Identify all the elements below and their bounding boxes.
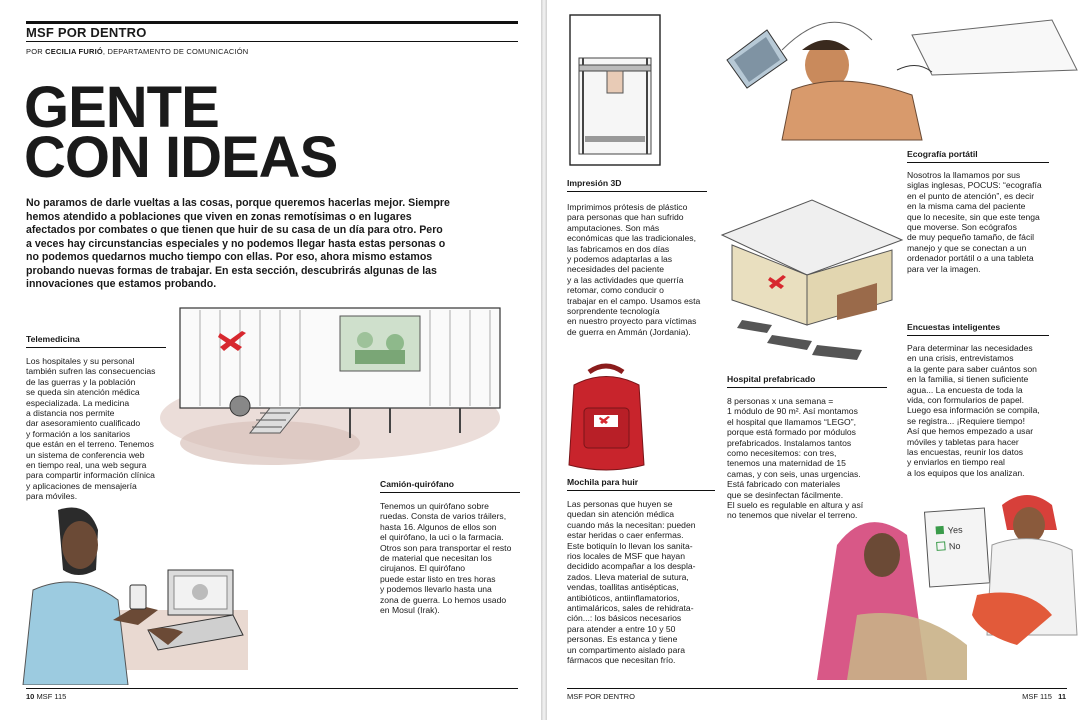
ecografia-block xyxy=(907,149,1049,274)
survey-no-option: No xyxy=(948,540,961,552)
impresion-block xyxy=(567,178,707,337)
title-line-2: CON IDEAS xyxy=(24,125,338,190)
folio-section: MSF POR DENTRO xyxy=(567,692,635,701)
ecografia-text: Nosotros la llamamos por sus siglas inglesas, POCUS: “ecografía en el punto de atención”, es decir en la misma cama del paciente que lo necesite, sin que este tenga que moverse. Son ecógrafos de muy pequeño tamaño, de fácil manejo y que se conectan a un ordenador portátil o a una tableta para ver la imagen. xyxy=(907,170,1042,274)
right-page xyxy=(547,0,1088,720)
left-page xyxy=(0,0,541,720)
telemedicine-woman-illustration xyxy=(18,500,253,685)
impresion-text: Imprimimos prótesis de plástico para personas que han sufrido amputaciones. Son más económicas que las tradicionales, las fabricamos en dos días y podemos adaptarlas a las necesidades del paciente y a las actividades que querría retomar, como conducir o trabajar en el campo. Usamos esta sorprendente tecnología en nuestro proyecto para víctimas de guerra en Ammán (Jordania). xyxy=(567,202,701,337)
section-rule xyxy=(26,41,518,42)
encuestas-text: Para determinar las necesidades en una crisis, entrevistamos a la gente para saber cuántos son en la familia, si tienen suficiente agua... La encuesta de toda la vida, con formularios de papel. Luego esa información se compila, se registra... ¡Requiere tiempo! Así que hemos empezado a usar móviles y tabletas para hacer las encuestas, reunir los datos y enviarlos en tiempo real a los equipos que los analizan. xyxy=(907,343,1040,478)
page-title xyxy=(24,75,338,190)
camion-text: Tenemos un quirófano sobre ruedas. Consta de varios tráilers, hasta 16. Algunos de ellos son el quirófano, la uci o la farmacia. Otros son para transportar el resto de material que necesitan los cirujanos. El quirófano puede estar listo en tres horas y podemos llevarlo hasta una zona de guerra. Lo hemos usado en Mosul (Irak). xyxy=(380,501,512,616)
footer-rule-right xyxy=(567,688,1067,689)
encuestas-heading: Encuestas inteligentes xyxy=(907,322,1049,336)
title-line-1: GENTE xyxy=(24,75,219,140)
prefab-hospital-illustration xyxy=(712,195,907,365)
hospital-heading: Hospital prefabricado xyxy=(727,374,887,388)
impresion-heading: Impresión 3D xyxy=(567,178,707,192)
telemedicina-block xyxy=(26,334,166,502)
camion-block xyxy=(380,479,520,615)
survey-yes-option: Yes xyxy=(947,524,963,536)
magazine-issue-right: MSF 115 xyxy=(1022,692,1052,701)
encuestas-block xyxy=(907,322,1049,478)
byline xyxy=(26,47,248,56)
byline-dept: , DEPARTAMENTO DE COMUNICACIÓN xyxy=(102,47,249,56)
byline-author: CECILIA FURIÓ xyxy=(45,47,103,56)
magazine-issue: MSF 115 xyxy=(36,692,67,701)
top-rule xyxy=(26,21,518,24)
section-label: MSF POR DENTRO xyxy=(26,25,147,40)
mochila-heading: Mochila para huir xyxy=(567,477,715,491)
hospital-text: 8 personas x una semana = 1 módulo de 90 m². Así montamos el hospital que llamamos “LEGO”, porque está formado por módulos prefabricados. Instalamos tantos como necesitemos: con tres, tenemos una maternidad de 15 camas, y con seis, unas urgencias. Está fabricado con materiales que se desinfectan fácilmente. El suelo es regulable en altura y así no tenemos que nivelar el terreno. xyxy=(727,396,864,521)
mochila-text: Las personas que huyen se quedan sin atención médica cuando más la necesitan: pueden estar heridas o caer enfermas. Este botiquín lo llevan los sanita- rios locales de MSF que hayan decidido acompañar a los despla- zados. Lleva material de sutura, vendas, toallitas antisépticas, antibióticos, antiinflamatorios, antimaláricos, sales de rehidrata- ción...: los básicos necesarios para atender a entre 10 y 50 personas. Es estanca y tiene un compartimento aislado para fármacos que necesitan frío. xyxy=(567,499,696,666)
mochila-block xyxy=(567,477,715,666)
folio-left xyxy=(26,692,66,701)
folio-right xyxy=(1022,692,1066,701)
truck-operating-room-illustration xyxy=(150,298,535,473)
telemedicina-text: Los hospitales y su personal también sufren las consecuencias de las guerras y la población se queda sin atención médica especializada. La medicina a distancia nos permite dar asesoramiento cualificado y formación a los sanitarios que están en el terreno. Tenemos un sistema de conferencia web en tiempo real, una web segura para compartir información clínica y aplicaciones de mensajería para móviles. xyxy=(26,356,156,502)
backpack-illustration xyxy=(559,360,654,475)
ecografia-heading: Ecografía portátil xyxy=(907,149,1049,163)
ultrasound-illustration xyxy=(722,10,1082,150)
telemedicina-heading: Telemedicina xyxy=(26,334,166,348)
intro-paragraph: No paramos de darle vueltas a las cosas, porque queremos hacerlas mejor. Siempre hemos atendido a poblaciones que viven en zonas remotísimas o en lugares afectados por combates o que tienen que huir de su casa de un día para otro. Pero a veces hay circunstancias especiales y no podemos llegar hasta estas personas o no podemos quedarnos mucho tiempo con ellas. Por eso, ahora mismo estamos probando nuevas formas de trabajar. En esta sección, descubrirás algunas de las innovaciones que estamos probando. xyxy=(26,197,450,290)
page-number-right: 11 xyxy=(1058,692,1066,701)
3d-printer-illustration xyxy=(565,10,665,170)
byline-prefix: POR xyxy=(26,47,43,56)
footer-rule xyxy=(26,688,518,689)
page-number: 10 xyxy=(26,692,35,701)
camion-heading: Camión-quirófano xyxy=(380,479,520,493)
smart-survey-illustration xyxy=(817,485,1082,685)
